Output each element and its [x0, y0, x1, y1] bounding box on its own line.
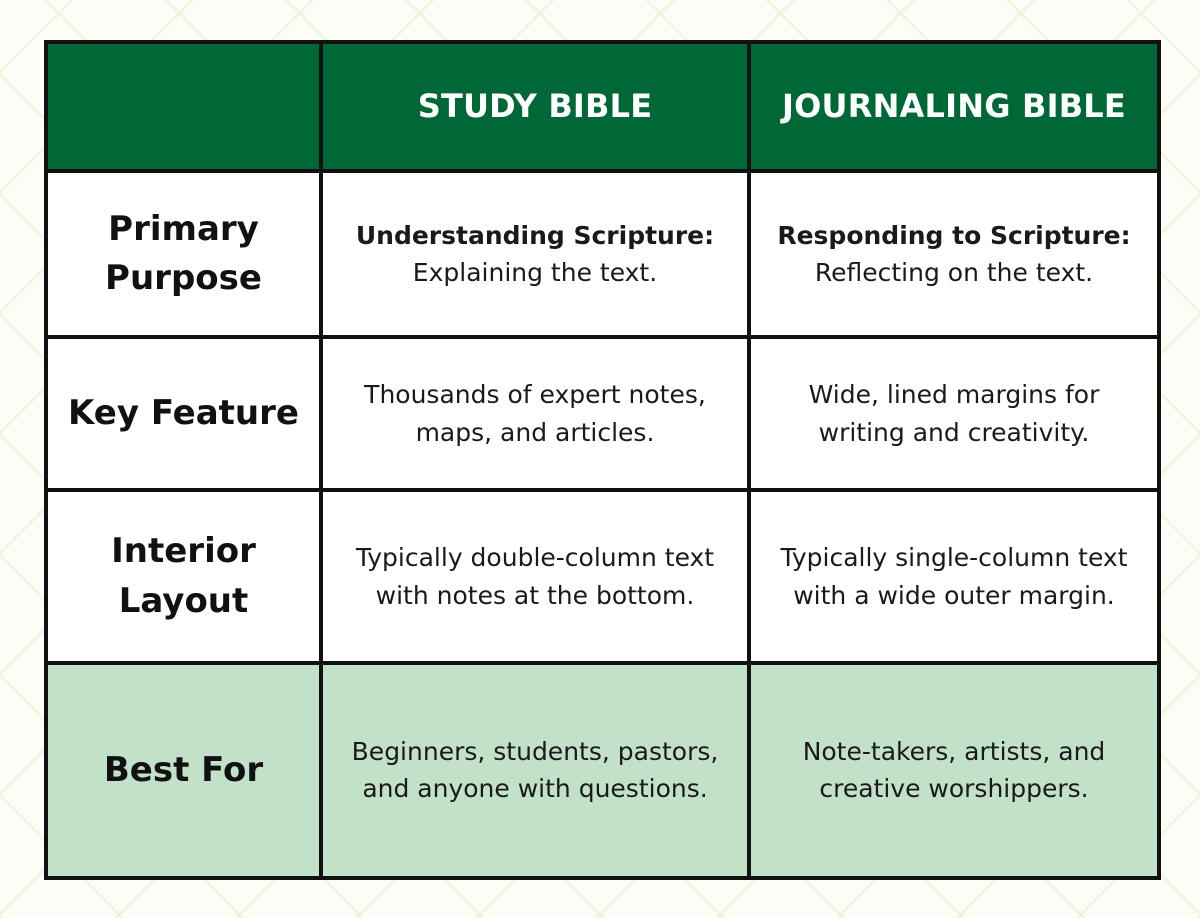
- table-row-best-for: [46, 663, 1159, 878]
- row-label-key-feature: Key Feature: [46, 337, 321, 490]
- cell-journal-primary-purpose: [749, 171, 1159, 338]
- comparison-table: [44, 40, 1161, 880]
- table-header-row: [46, 42, 1159, 171]
- cell-study-purpose-lead: Understanding Scripture:: [355, 220, 715, 250]
- row-label-best-for: Best For: [46, 663, 321, 878]
- cell-journal-key-feature: Wide, lined margins for writing and creativity.: [749, 337, 1159, 490]
- table-row-interior-layout: [46, 490, 1159, 663]
- cell-study-best-for: Beginners, students, pastors, and anyone with questions.: [321, 663, 749, 878]
- header-study-bible: STUDY BIBLE: [321, 42, 749, 171]
- table-row-key-feature: [46, 337, 1159, 490]
- cell-journal-best-for: Note-takers, artists, and creative worshippers.: [749, 663, 1159, 878]
- cell-study-key-feature: Thousands of expert notes, maps, and articles.: [321, 337, 749, 490]
- header-journaling-bible: JOURNALING BIBLE: [749, 42, 1159, 171]
- row-label-primary-purpose: Primary Purpose: [46, 171, 321, 338]
- cell-journal-purpose-lead: Responding to Scripture:: [777, 220, 1131, 250]
- table-row-primary-purpose: [46, 171, 1159, 338]
- cell-study-purpose-text: Explaining the text.: [412, 258, 658, 287]
- cell-journal-purpose-text: Reflecting on the text.: [814, 258, 1094, 287]
- cell-study-primary-purpose: [321, 171, 749, 338]
- cell-study-interior-layout: Typically double-column text with notes at the bottom.: [321, 490, 749, 663]
- header-corner-cell: [46, 42, 321, 171]
- row-label-interior-layout: Interior Layout: [46, 490, 321, 663]
- cell-journal-interior-layout: Typically single-column text with a wide outer margin.: [749, 490, 1159, 663]
